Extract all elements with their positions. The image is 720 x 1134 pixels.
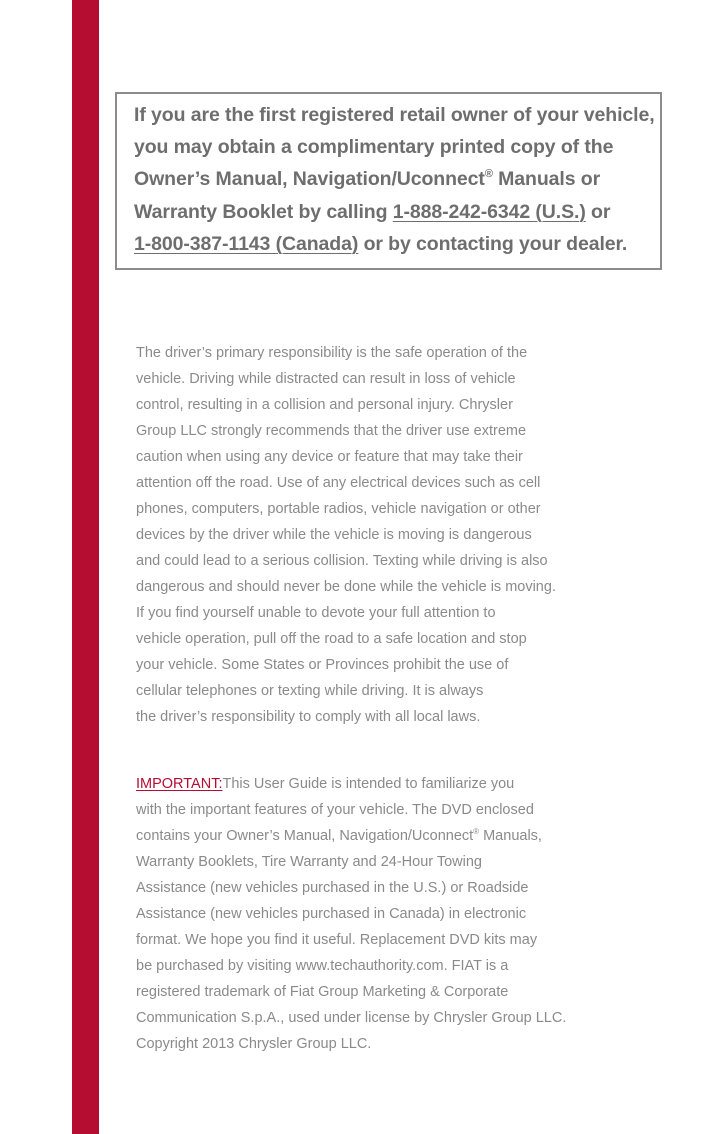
responsibility-line: The driver’s primary responsibility is the safe operation of the [136, 345, 528, 361]
responsibility-line: phones, computers, portable radios, vehicle navigation or other [136, 501, 541, 517]
responsibility-line: Group LLC strongly recommends that the driver use extreme [136, 423, 527, 439]
responsibility-line: cellular telephones or texting while driving. It is always [136, 683, 484, 699]
registered-mark: ® [484, 168, 493, 181]
responsibility-line: your vehicle. Some States or Provinces prohibit the use of [136, 657, 509, 673]
important-paragraph [136, 771, 596, 1057]
important-line: be purchased by visiting www.techauthority.com. FIAT is a [136, 958, 509, 974]
notice-line-5 [134, 228, 660, 260]
responsibility-line: the driver’s responsibility to comply with all local laws. [136, 709, 481, 725]
responsibility-line: dangerous and should never be done while the vehicle is moving. [136, 579, 556, 595]
red-side-bar [72, 0, 99, 1134]
important-line: Communication S.p.A., used under license by Chrysler Group LLC. [136, 1010, 567, 1026]
important-line-1-text: This User Guide is intended to familiarize you [222, 776, 515, 792]
important-line-1 [136, 771, 596, 797]
responsibility-line: attention off the road. Use of any electrical devices such as cell [136, 475, 541, 491]
responsibility-line: caution when using any device or feature that may take their [136, 449, 523, 465]
phone-canada-link[interactable]: 1-800-387-1143 (Canada) [134, 232, 359, 255]
responsibility-line: vehicle. Driving while distracted can result in loss of vehicle [136, 371, 516, 387]
notice-line-3-end: Manuals or [492, 168, 601, 191]
notice-box [115, 92, 662, 270]
important-line: Copyright 2013 Chrysler Group LLC. [136, 1036, 372, 1052]
important-line: registered trademark of Fiat Group Marketing & Corporate [136, 984, 509, 1000]
important-line: Assistance (new vehicles purchased in the U.S.) or Roadside [136, 880, 529, 896]
responsibility-line: control, resulting in a collision and personal injury. Chrysler [136, 397, 513, 413]
important-line: Warranty Booklets, Tire Warranty and 24-Hour Towing [136, 854, 482, 870]
notice-line-4-text: Warranty Booklet by calling [134, 200, 393, 223]
important-lines-rest [136, 849, 596, 1057]
notice-line-3 [134, 163, 660, 195]
notice-line-5-end: or by contacting your dealer. [358, 232, 628, 255]
important-line-2: with the important features of your vehicle. The DVD enclosed [136, 802, 534, 818]
phone-us-link[interactable]: 1-888-242-6342 (U.S.) [392, 200, 586, 223]
notice-line-2: you may obtain a complimentary printed copy of the [134, 136, 614, 159]
responsibility-line: and could lead to a serious collision. Texting while driving is also [136, 553, 548, 569]
important-line-3-text: contains your Owner’s Manual, Navigation/Uconnect [136, 828, 474, 844]
notice-line-3-text: Owner’s Manual, Navigation/Uconnect [134, 168, 485, 191]
important-line: format. We hope you find it useful. Replacement DVD kits may [136, 932, 538, 948]
notice-line-4 [134, 196, 660, 228]
responsibility-paragraph [136, 340, 596, 730]
important-label: IMPORTANT: [136, 776, 223, 792]
important-line: Assistance (new vehicles purchased in Canada) in electronic [136, 906, 527, 922]
important-line-3-end: Manuals, [479, 828, 542, 844]
responsibility-line: vehicle operation, pull off the road to a safe location and stop [136, 631, 527, 647]
important-line-3 [136, 823, 596, 849]
responsibility-line: devices by the driver while the vehicle is moving is dangerous [136, 527, 532, 543]
registered-mark: ® [473, 827, 480, 836]
notice-line-1: If you are the first registered retail owner of your vehicle, [134, 104, 655, 126]
responsibility-line: If you find yourself unable to devote your full attention to [136, 605, 496, 621]
notice-line-4-end: or [585, 200, 611, 223]
